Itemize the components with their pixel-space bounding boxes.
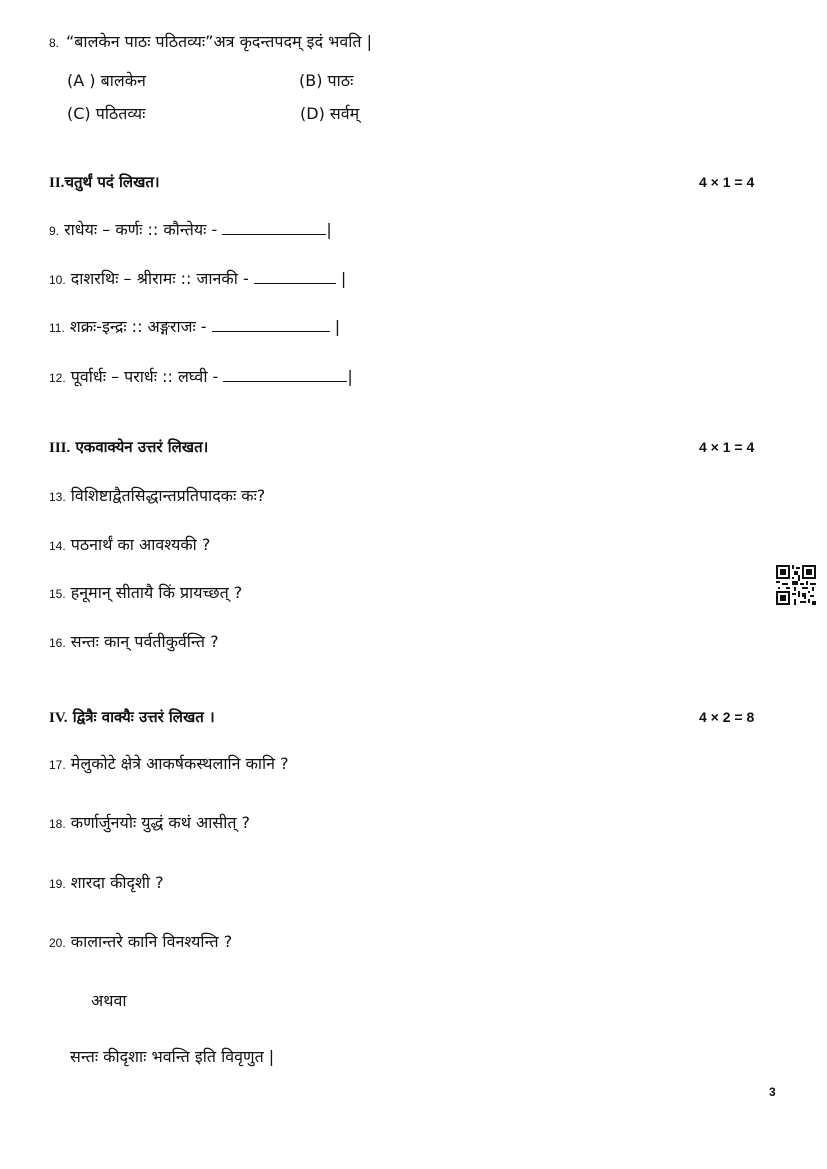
danda: | — [334, 317, 341, 336]
question-number: 13. — [49, 490, 66, 504]
question-item — [49, 484, 265, 506]
fill-item — [49, 315, 340, 337]
question-number: 19. — [49, 877, 66, 891]
page-number: 3 — [769, 1085, 776, 1099]
danda: | — [340, 269, 347, 288]
question-item — [49, 752, 289, 774]
qr-code — [776, 565, 816, 605]
question-text: सन्तः कान् पर्वतीकुर्वन्ति ? — [70, 632, 219, 651]
question-number: 18. — [49, 817, 66, 831]
question-number: 16. — [49, 636, 66, 650]
answer-blank — [254, 269, 336, 284]
question-text: विशिष्टाद्वैतसिद्धान्तप्रतिपादकः कः? — [70, 486, 266, 505]
danda: | — [347, 367, 353, 386]
section-roman: II. — [49, 175, 65, 191]
question-text: पूर्वार्धः – परार्धः :: लघ्वी - — [70, 367, 219, 386]
section-title: चतुर्थं पदं लिखत। — [64, 173, 160, 191]
question-number: 20. — [49, 936, 66, 950]
question-item — [49, 581, 242, 603]
option-a: (A ) बालकेन — [67, 71, 146, 90]
question-text: “बालकेन पाठः पठितव्यः”अत्र कृदन्तपदम् इदं भवति | — [66, 32, 372, 51]
question-text: दाशरथिः – श्रीरामः :: जानकी - — [70, 269, 249, 288]
danda: | — [326, 220, 332, 239]
section-marks: 4 × 1 = 4 — [699, 439, 755, 455]
question-number: 15. — [49, 587, 66, 601]
question-text: कर्णार्जुनयोः युद्धं कथं आसीत् ? — [70, 813, 251, 832]
alternative-question: सन्तः कीदृशाः भवन्ति इति विवृणुत | — [70, 1047, 275, 1066]
section-title: एकवाक्येन उत्तरं लिखत। — [75, 438, 209, 456]
section-roman: III. — [49, 440, 71, 456]
question-number: 14. — [49, 539, 66, 553]
question-item — [49, 811, 250, 833]
fill-item — [49, 365, 353, 387]
option-d: (D) सर्वम् — [300, 104, 360, 123]
question-text: हनूमान् सीतायै किं प्रायच्छत् ? — [70, 583, 243, 602]
question-text: शक्रः-इन्द्रः :: अङ्गराजः - — [69, 317, 207, 336]
section-heading — [49, 437, 208, 457]
question-item — [49, 630, 219, 652]
question-text: पठनार्थं का आवश्यकी ? — [70, 535, 211, 554]
question-item — [49, 930, 232, 952]
answer-blank — [223, 367, 347, 382]
question-item — [49, 533, 210, 555]
or-label: अथवा — [91, 991, 127, 1010]
question-number: 9. — [49, 224, 60, 238]
question-text: कालान्तरे कानि विनश्यन्ति ? — [70, 932, 233, 951]
section-marks: 4 × 1 = 4 — [699, 174, 755, 190]
option-b: (B) पाठः — [299, 71, 354, 90]
fill-item — [49, 267, 346, 289]
section-marks: 4 × 2 = 8 — [699, 709, 755, 725]
section-title: द्वित्रैः वाक्यैः उत्तरं लिखत । — [72, 708, 215, 726]
answer-blank — [222, 220, 326, 235]
question-number: 11. — [49, 321, 65, 335]
answer-blank — [212, 317, 330, 332]
section-roman: IV. — [49, 710, 68, 726]
question-number: 12. — [49, 371, 66, 385]
option-c: (C) पठितव्यः — [67, 104, 146, 123]
section-heading — [49, 707, 215, 727]
question-text: शारदा कीदृशी ? — [70, 873, 164, 892]
question-number: 17. — [49, 758, 66, 772]
section-heading — [49, 172, 160, 192]
question-text: मेलुकोटे क्षेत्रे आकर्षकस्थलानि कानि ? — [70, 754, 289, 773]
fill-item — [49, 218, 332, 240]
question-text: राधेयः – कर्णः :: कौन्तेयः - — [64, 220, 218, 239]
question-item — [49, 871, 164, 893]
question-number: 8. — [49, 36, 60, 50]
question-number: 10. — [49, 273, 66, 287]
